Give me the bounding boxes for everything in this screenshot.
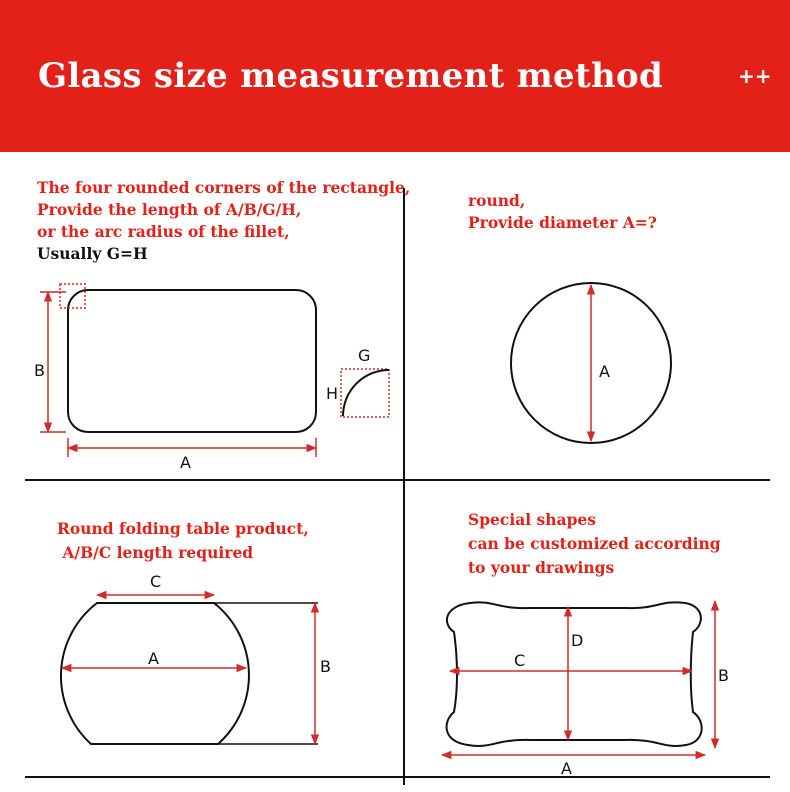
folding-instruction-line: Round folding table product,	[57, 519, 309, 538]
dimension-b-label: B	[718, 666, 729, 685]
rounded-rectangle-diagram	[34, 284, 389, 472]
folding-instruction-line: A/B/C length required	[57, 543, 254, 562]
fillet-arc	[343, 370, 389, 416]
dimension-c-label: C	[150, 572, 162, 591]
rect-instruction-line: Provide the length of A/B/G/H,	[37, 200, 302, 219]
dimension-a-label: A	[180, 453, 191, 472]
dimension-a-label: A	[561, 759, 572, 778]
dimension-h-label: H	[326, 384, 339, 403]
rect-instruction-line: or the arc radius of the fillet,	[37, 222, 290, 241]
plus-mark: ++	[738, 64, 772, 88]
rect-instruction-note: Usually G=H	[37, 244, 148, 263]
dimension-c-label: C	[514, 651, 526, 670]
special-instruction-line: can be customized according	[468, 534, 721, 553]
special-instruction-line: Special shapes	[468, 510, 597, 529]
special-instruction-line: to your drawings	[468, 558, 615, 577]
dimension-a-label: A	[148, 649, 159, 668]
round-instruction-line: Provide diameter A=?	[468, 213, 657, 232]
special-shape-diagram	[442, 601, 729, 778]
rect-instruction-line: The four rounded corners of the rectangle,	[37, 178, 411, 197]
dimension-b-label: B	[34, 361, 45, 380]
diameter-a-label: A	[599, 362, 610, 381]
round-instruction-line: round,	[468, 191, 526, 210]
rounded-rectangle-shape	[68, 290, 316, 432]
page-title: Glass size measurement method	[38, 56, 664, 96]
special-shape-outline	[447, 602, 702, 746]
circle-diagram	[511, 283, 671, 443]
folding-table-diagram	[61, 572, 331, 744]
dimension-g-label: G	[358, 346, 371, 365]
folding-table-shape	[61, 603, 249, 744]
dimension-b-label: B	[320, 657, 331, 676]
dimension-d-label: D	[571, 631, 584, 650]
